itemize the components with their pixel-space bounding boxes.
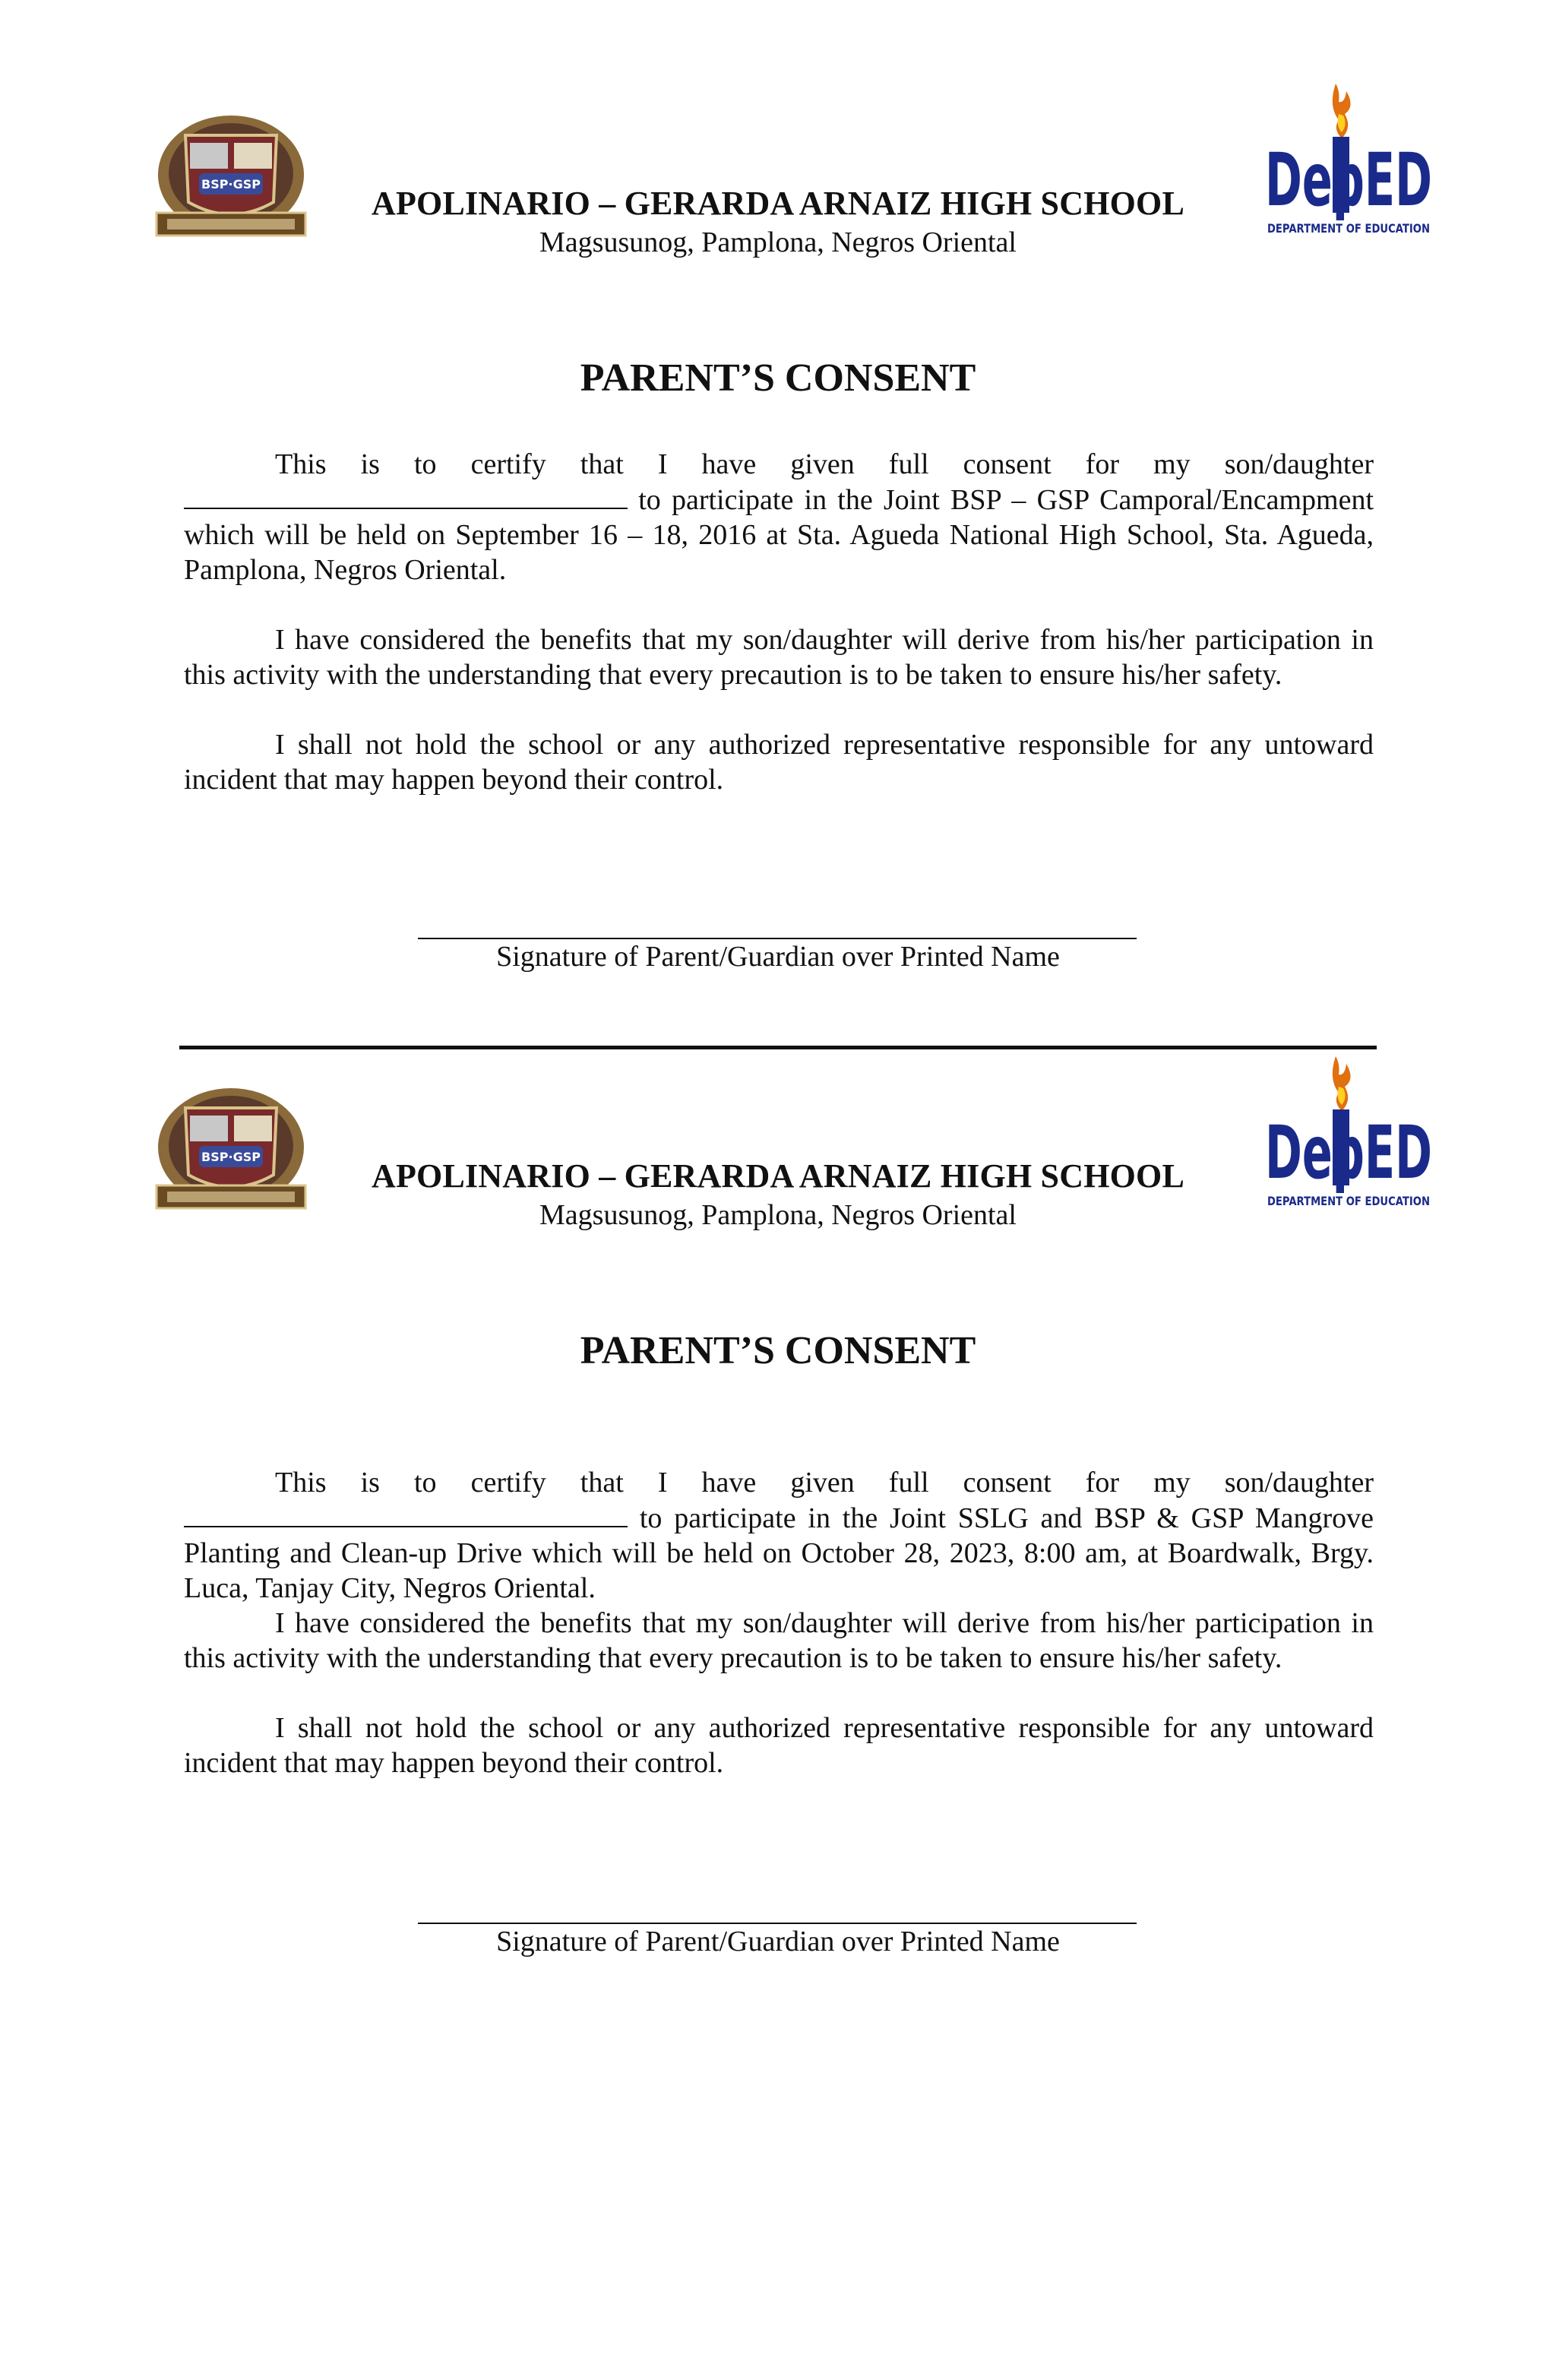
liability-paragraph: I shall not hold the school or any authorized representative responsible for any untoward incident that may happen beyond their control. (184, 729, 1374, 796)
form-title: PARENT’S CONSENT (580, 1329, 976, 1372)
signature-label: Signature of Parent/Guardian over Printed Name (496, 941, 1060, 973)
form-title: PARENT’S CONSENT (580, 356, 976, 400)
benefits-paragraph: I have considered the benefits that my son/daughter will derive from his/her participation in this activity with the understanding that every precaution is to be taken to ensure his/her safety. (184, 624, 1374, 691)
consent-form-2 (0, 1049, 1556, 2340)
deped-logo-text: DepED (1265, 138, 1432, 223)
form-body (184, 1465, 1374, 1780)
school-address: Magsusunog, Pamplona, Negros Oriental (539, 226, 1017, 258)
consent-form-1 (0, 0, 1556, 1049)
school-name: APOLINARIO – GERARDA ARNAIZ HIGH SCHOOL (371, 185, 1185, 222)
benefits-paragraph: I have considered the benefits that my son/daughter will derive from his/her participation in this activity with the understanding that every precaution is to be taken to ensure his/her safety. (184, 1607, 1374, 1674)
liability-paragraph: I shall not hold the school or any authorized representative responsible for any untoward incident that may happen beyond their control. (184, 1712, 1374, 1779)
signature-label: Signature of Parent/Guardian over Printed Name (496, 1926, 1060, 1957)
consent-text-start: This is to certify that I have given full consent for my son/daughter (275, 448, 1374, 480)
school-logo-text: BSP·GSP (201, 1150, 261, 1164)
student-name-blank[interactable] (184, 482, 628, 509)
student-name-blank[interactable] (184, 1500, 628, 1527)
deped-logo (1263, 84, 1434, 243)
consent-paragraph (184, 1465, 1374, 1606)
deped-logo-text: DepED (1265, 1110, 1432, 1195)
form-body (184, 447, 1374, 797)
consent-text-end: to participate in the Joint BSP – GSP Camporal/Encampment which will be held on September 16 – 18, 2016 at Sta. Agueda National High School, Sta. Agueda, Pamplona, Negros Oriental. (184, 484, 1374, 586)
school-address: Magsusunog, Pamplona, Negros Oriental (539, 1199, 1017, 1231)
consent-text-start: This is to certify that I have given full consent for my son/daughter (275, 1467, 1374, 1499)
deped-logo (1263, 1056, 1434, 1216)
consent-paragraph (184, 447, 1374, 587)
school-logo-text: BSP·GSP (201, 177, 261, 191)
school-name: APOLINARIO – GERARDA ARNAIZ HIGH SCHOOL (371, 1157, 1185, 1195)
deped-logo-subtext: DEPARTMENT OF EDUCATION (1267, 221, 1430, 236)
consent-text-end: to participate in the Joint SSLG and BSP & GSP Mangrove Planting and Clean-up Drive which will be held on October 28, 2023, 8:00 am, at Boardwalk, Brgy. Luca, Tanjay City, Negros Oriental. (184, 1502, 1374, 1604)
deped-logo-subtext: DEPARTMENT OF EDUCATION (1267, 1194, 1430, 1208)
